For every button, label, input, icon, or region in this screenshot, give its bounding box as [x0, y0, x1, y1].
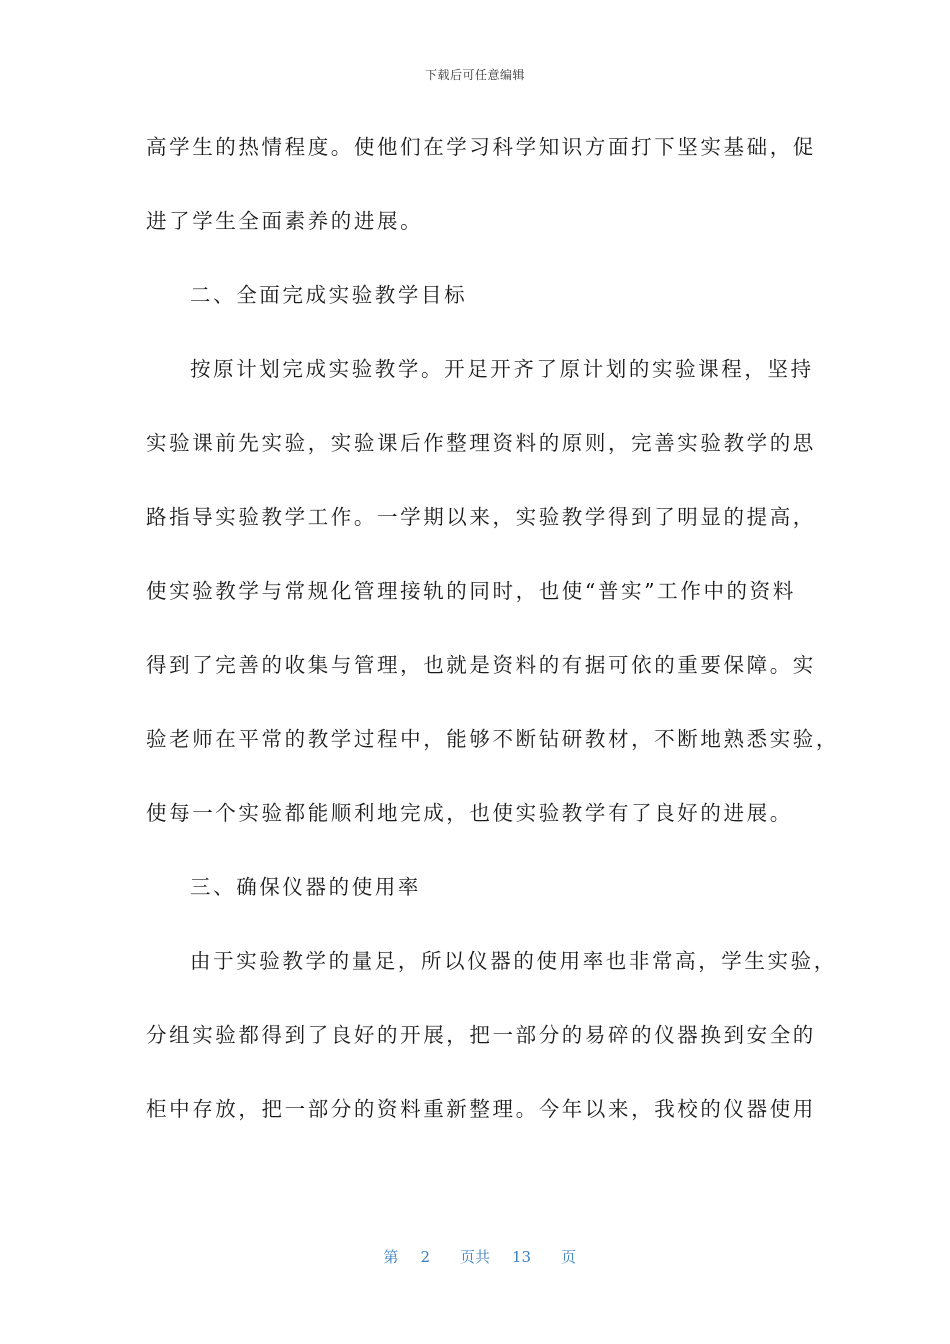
body-line-12: 由于实验教学的量足，所以仪器的使用率也非常高，学生实验，	[190, 949, 837, 973]
body-line-5: 实验课前先实验，实验课后作整理资料的原则，完善实验教学的思	[146, 431, 816, 455]
section-heading-3: 三、确保仪器的使用率	[190, 875, 421, 899]
document-body	[146, 126, 839, 1162]
page-header: 下载后可任意编辑	[424, 68, 525, 82]
body-line-10: 使每一个实验都能顺利地完成，也使实验教学有了良好的进展。	[146, 801, 793, 825]
body-line-8: 得到了完善的收集与管理，也就是资料的有据可依的重要保障。实	[146, 653, 816, 677]
body-line-7: 使实验教学与常规化管理接轨的同时，也使“普实”工作中的资料	[146, 579, 796, 603]
body-line-14: 柜中存放，把一部分的资料重新整理。今年以来，我校的仪器使用	[146, 1097, 816, 1121]
footer-total-pages: 13	[512, 1248, 532, 1266]
section-heading-2: 二、全面完成实验教学目标	[190, 283, 468, 307]
body-line-9: 验老师在平常的教学过程中，能够不断钻研教材，不断地熟悉实验，	[146, 727, 839, 751]
body-line-1: 高学生的热情程度。使他们在学习科学知识方面打下坚实基础，促	[146, 135, 816, 159]
page-footer	[0, 1228, 950, 1267]
body-line-13: 分组实验都得到了良好的开展，把一部分的易碎的仪器换到安全的	[146, 1023, 816, 1047]
footer-middle: 页共	[459, 1248, 490, 1266]
body-line-6: 路指导实验教学工作。一学期以来，实验教学得到了明显的提高，	[146, 505, 816, 529]
footer-suffix: 页	[561, 1248, 577, 1266]
body-line-2: 进了学生全面素养的进展。	[146, 209, 424, 233]
footer-current-page: 2	[420, 1248, 430, 1266]
footer-prefix: 第	[383, 1248, 399, 1266]
body-line-4: 按原计划完成实验教学。开足开齐了原计划的实验课程，坚持	[190, 357, 814, 381]
